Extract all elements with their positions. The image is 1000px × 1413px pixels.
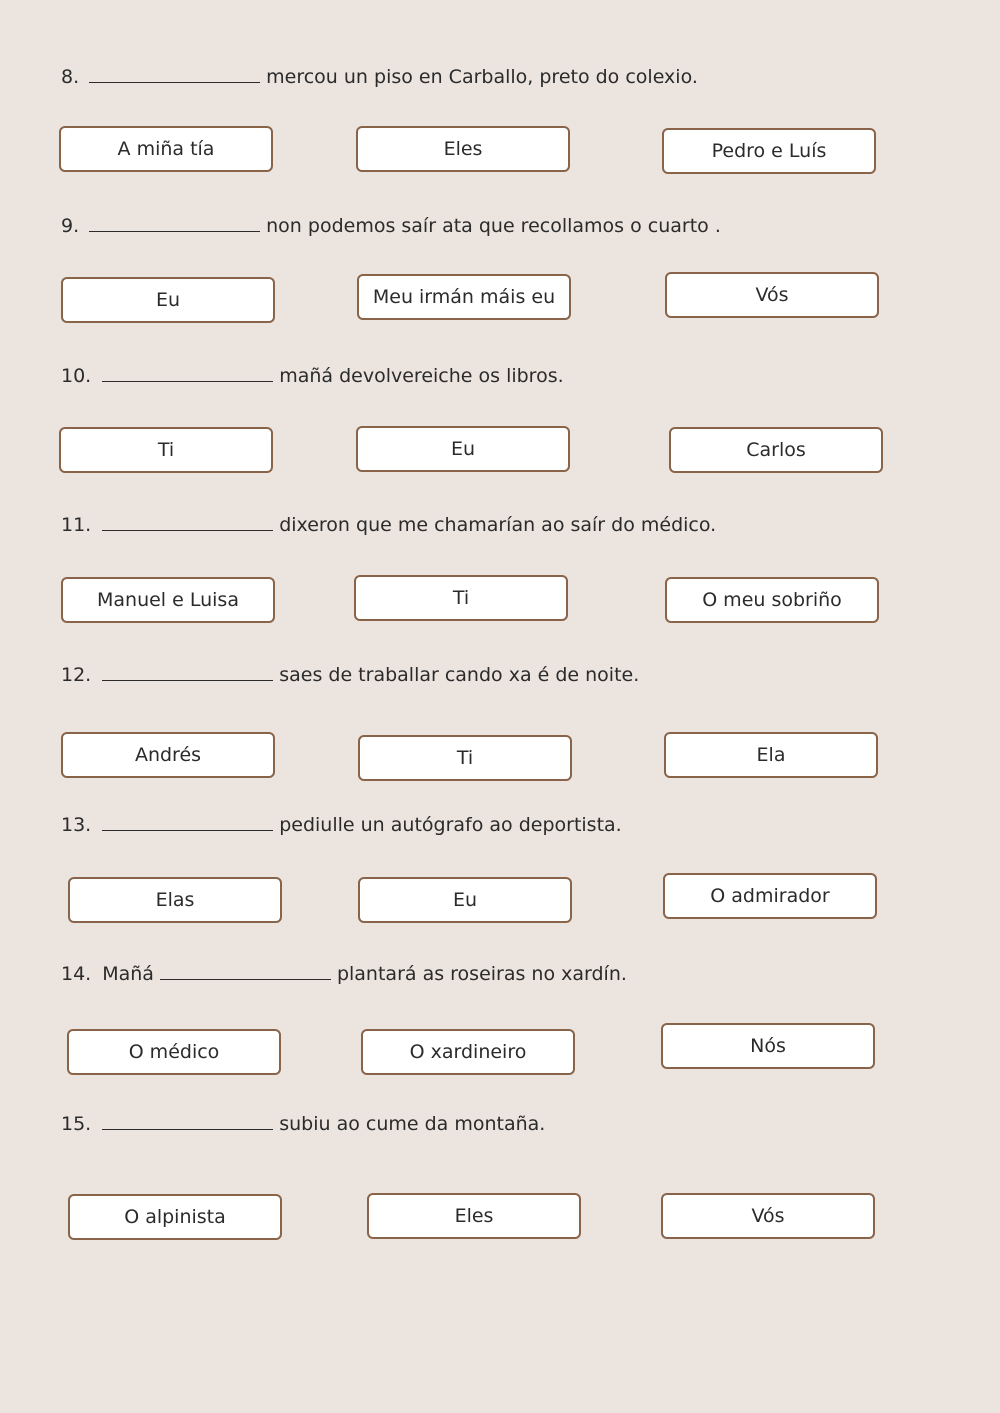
option-button[interactable]: O alpinista [68, 1194, 282, 1240]
question-number: 9. [61, 215, 80, 237]
option-button[interactable]: Vós [665, 272, 879, 318]
question-number: 14. [61, 963, 92, 985]
question-prefix: Mañá [102, 963, 154, 985]
option-button[interactable]: Manuel e Luisa [61, 577, 275, 623]
question-11 [61, 512, 716, 538]
option-button[interactable]: Ela [664, 732, 878, 778]
option-button[interactable]: Pedro e Luís [662, 128, 876, 174]
question-text: saes de traballar cando xa é de noite. [279, 664, 640, 686]
option-button[interactable]: Andrés [61, 732, 275, 778]
option-button[interactable]: Eles [356, 126, 570, 172]
answer-blank [102, 1111, 273, 1130]
question-text: subiu ao cume da montaña. [279, 1113, 546, 1135]
option-button[interactable]: Meu irmán máis eu [357, 274, 571, 320]
question-12 [61, 662, 639, 688]
question-text: dixeron que me chamarían ao saír do médico. [279, 514, 717, 536]
option-button[interactable]: Eu [356, 426, 570, 472]
option-button[interactable]: Nós [661, 1023, 875, 1069]
option-button[interactable]: O xardineiro [361, 1029, 575, 1075]
answer-blank [89, 213, 260, 232]
question-9 [61, 213, 721, 239]
answer-blank [102, 812, 273, 831]
option-button[interactable]: O meu sobriño [665, 577, 879, 623]
question-number: 11. [61, 514, 92, 536]
answer-blank [89, 64, 260, 83]
answer-blank [102, 662, 273, 681]
question-number: 12. [61, 664, 92, 686]
question-8 [61, 64, 698, 90]
option-button[interactable]: O médico [67, 1029, 281, 1075]
question-text: plantará as roseiras no xardín. [336, 963, 627, 985]
question-number: 13. [61, 814, 92, 836]
question-10 [61, 363, 564, 389]
question-text: mercou un piso en Carballo, preto do colexio. [266, 66, 698, 88]
option-button[interactable]: Elas [68, 877, 282, 923]
option-button[interactable]: Ti [354, 575, 568, 621]
question-text: non podemos saír ata que recollamos o cuarto . [266, 215, 721, 237]
option-button[interactable]: Ti [59, 427, 273, 473]
question-number: 10. [61, 365, 92, 387]
option-button[interactable]: Vós [661, 1193, 875, 1239]
question-13 [61, 812, 622, 838]
question-number: 8. [61, 66, 80, 88]
question-text: pediulle un autógrafo ao deportista. [279, 814, 622, 836]
option-button[interactable]: Carlos [669, 427, 883, 473]
answer-blank [102, 512, 273, 531]
question-text: mañá devolvereiche os libros. [279, 365, 564, 387]
option-button[interactable]: Ti [358, 735, 572, 781]
question-number: 15. [61, 1113, 92, 1135]
option-button[interactable]: A miña tía [59, 126, 273, 172]
answer-blank [160, 961, 331, 980]
option-button[interactable]: O admirador [663, 873, 877, 919]
option-button[interactable]: Eu [61, 277, 275, 323]
question-15 [61, 1111, 545, 1137]
option-button[interactable]: Eles [367, 1193, 581, 1239]
question-14 [61, 961, 627, 987]
option-button[interactable]: Eu [358, 877, 572, 923]
answer-blank [102, 363, 273, 382]
